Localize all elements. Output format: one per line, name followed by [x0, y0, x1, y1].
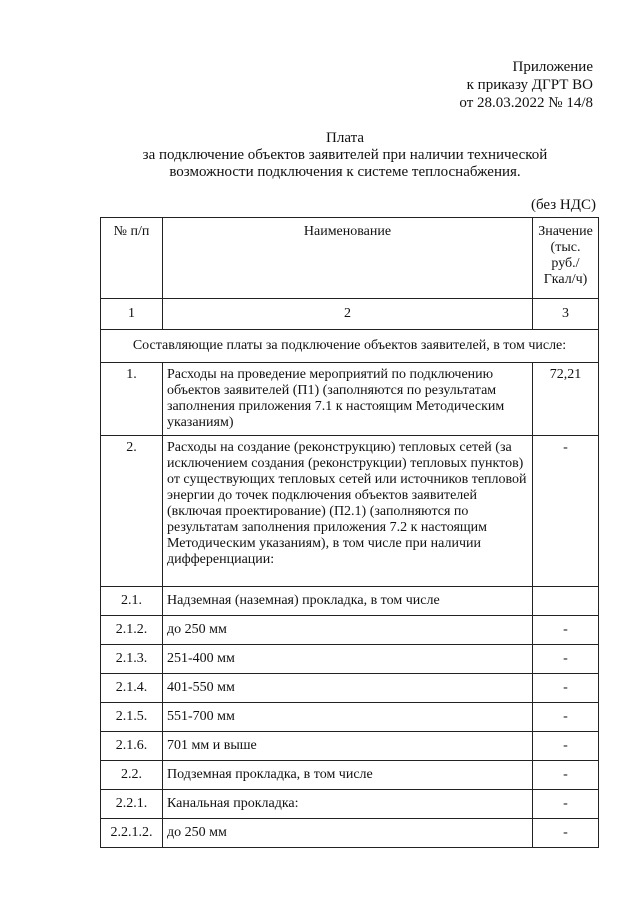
row-value: -: [533, 616, 599, 645]
row-num: 2.2.1.2.: [101, 819, 163, 848]
row-num: 2.2.: [101, 761, 163, 790]
header-name: Наименование: [163, 218, 533, 299]
table-row: [101, 616, 599, 645]
fee-table: [100, 217, 599, 848]
appendix-block: [459, 58, 593, 112]
table-row: [101, 674, 599, 703]
row-value: -: [533, 436, 599, 587]
row-name: Расходы на проведение мероприятий по подключению объектов заявителей (П1) (заполняются по результатам заполнения приложения 7.1 к настоящим Методическим указаниям): [163, 363, 533, 436]
appendix-line-2: к приказу ДГРТ ВО: [466, 77, 593, 93]
row-value: -: [533, 645, 599, 674]
row-name: Подземная прокладка, в том числе: [163, 761, 533, 790]
table-row: [101, 819, 599, 848]
index-cell-1: 1: [101, 299, 163, 330]
row-num: 2.1.4.: [101, 674, 163, 703]
row-num: 2.1.2.: [101, 616, 163, 645]
vat-note: (без НДС): [530, 197, 596, 213]
title-line-2: за подключение объектов заявителей при наличии технической: [142, 147, 548, 163]
row-num: 2.: [101, 436, 163, 587]
row-value: -: [533, 674, 599, 703]
row-name: 701 мм и выше: [163, 732, 533, 761]
appendix-line-1: Приложение: [512, 59, 593, 75]
row-name: до 250 мм: [163, 819, 533, 848]
title-line-1: Плата: [326, 130, 364, 146]
row-name: до 250 мм: [163, 616, 533, 645]
table-header-row: [101, 218, 599, 299]
table-row: [101, 587, 599, 616]
row-name: 401-550 мм: [163, 674, 533, 703]
row-name: Расходы на создание (реконструкцию) тепловых сетей (за исключением создания (реконструкции) тепловых пунктов) от существующих тепловых сетей или источников тепловой энергии до точек подключения объектов заявителей (включая проектирование) (П2.1) (заполняются по результатам заполнения приложения 7.2 к настоящим Методическим указаниям), в том числе при наличии дифференциации:: [163, 436, 533, 587]
table-index-row: [101, 299, 599, 330]
appendix-line-3: от 28.03.2022 № 14/8: [459, 95, 593, 111]
row-name: 551-700 мм: [163, 703, 533, 732]
section-title: Составляющие платы за подключение объектов заявителей, в том числе:: [101, 330, 599, 363]
table-row: [101, 436, 599, 587]
table-row: [101, 790, 599, 819]
row-value: [533, 587, 599, 616]
row-num: 1.: [101, 363, 163, 436]
row-value: -: [533, 703, 599, 732]
table-row: [101, 645, 599, 674]
index-cell-2: 2: [163, 299, 533, 330]
row-value: -: [533, 790, 599, 819]
header-value: Значение (тыс. руб./Гкал/ч): [533, 218, 599, 299]
row-value: -: [533, 761, 599, 790]
document-title: [100, 130, 590, 181]
row-num: 2.1.: [101, 587, 163, 616]
table-section-row: [101, 330, 599, 363]
row-name: 251-400 мм: [163, 645, 533, 674]
row-name: Надземная (наземная) прокладка, в том числе: [163, 587, 533, 616]
row-num: 2.1.6.: [101, 732, 163, 761]
row-name: Канальная прокладка:: [163, 790, 533, 819]
table-row: [101, 761, 599, 790]
table-row: [101, 732, 599, 761]
title-line-3: возможности подключения к системе теплоснабжения.: [169, 164, 521, 180]
row-num: 2.1.3.: [101, 645, 163, 674]
row-value: 72,21: [533, 363, 599, 436]
row-value: -: [533, 732, 599, 761]
table-row: [101, 703, 599, 732]
header-num: № п/п: [101, 218, 163, 299]
table-row: [101, 363, 599, 436]
index-cell-3: 3: [533, 299, 599, 330]
row-value: -: [533, 819, 599, 848]
row-num: 2.2.1.: [101, 790, 163, 819]
row-num: 2.1.5.: [101, 703, 163, 732]
